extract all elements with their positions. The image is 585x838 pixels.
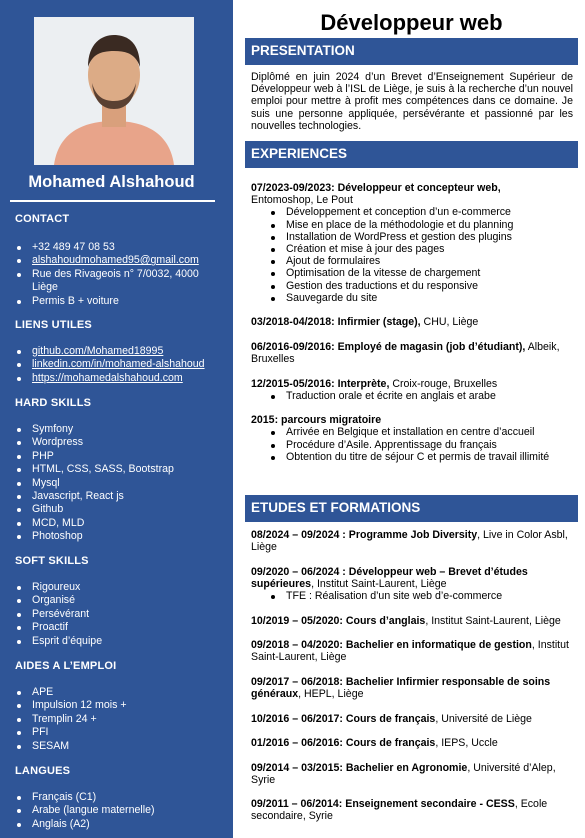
bullet-list [269,590,573,602]
soft-skills-list [15,581,225,648]
hard-skills-list [15,423,225,544]
portrait-photo-icon [34,17,194,165]
list-item: Mysql [15,477,225,490]
list-item[interactable] [15,345,225,358]
entry-title: 09/2011 – 06/2014: Enseignement secondaire - CESS [251,798,515,811]
list-item: Persévérant [15,608,225,621]
list-item: Français (C1) [15,791,225,804]
entry-title: 08/2024 – 09/2024 : Programme Job Diversity [251,529,478,541]
entry-title: 03/2018-04/2018: Infirmier (stage), [251,316,421,329]
profile-photo [34,17,194,165]
contact-phone: +32 489 47 08 53 [15,241,225,254]
list-item: HTML, CSS, SASS, Bootstrap [15,463,225,476]
etude-entry [251,639,573,663]
list-item: Développement et conception d’un e-commerce [269,206,573,218]
list-item: Sauvegarde du site [269,292,573,304]
list-item: Organisé [15,594,225,607]
linkedin-link[interactable]: linkedin.com/in/mohamed-alshahoud [32,358,205,371]
github-link[interactable]: github.com/Mohamed18995 [32,345,164,357]
etude-entry [251,676,573,700]
contact-address: Rue des Rivageois n° 7/0032, 4000 Liège [15,268,225,295]
list-item: MCD, MLD [15,517,225,530]
experience-entry [251,378,573,402]
entry-place: , Université d’Alep, Syrie [251,761,556,786]
contact-heading: CONTACT [15,213,70,225]
list-item[interactable] [15,358,225,371]
etude-entry [251,615,573,627]
list-item: Proactif [15,621,225,634]
entry-title: 06/2016-09/2016: Employé de magasin (job d’étudiant), [251,340,526,353]
list-item: Mise en place de la méthodologie et du planning [269,219,573,231]
etudes-heading: ETUDES ET FORMATIONS [245,495,578,522]
list-item: PHP [15,450,225,463]
entry-place: , Live in Color Asbl, Liège [251,529,568,554]
job-title: Développeur web [320,10,503,35]
list-item: Création et mise à jour des pages [269,243,573,255]
list-item: PFI [15,726,225,739]
list-item[interactable] [15,372,225,385]
aides-list [15,686,225,753]
list-item: Github [15,503,225,516]
entry-title: 12/2015-05/2016: Interprète, [251,377,390,390]
list-item: Esprit d’équipe [15,635,225,648]
list-item: Procédure d’Asile. Apprentissage du français [269,439,573,451]
list-item: Installation de WordPress et gestion des plugins [269,231,573,243]
entry-title: 09/2018 – 04/2020: Bachelier en informatique de gestion [251,639,532,652]
bullet-list [269,390,573,402]
presentation-text: Diplômé en juin 2024 d’un Brevet d’Enseignement Supérieur de Développeur web à l’ISL de Liège, je suis à la recherche d’un nouvel emploi pour mettre à profit mes compétences dans ce domaine. Je suis une personne appliquée, persévérante et passionné par les nouvelles technologies. [251,71,573,132]
experiences-heading: EXPERIENCES [245,141,578,168]
experiences-list [251,182,573,475]
langues-heading: LANGUES [15,765,71,777]
entry-place: Croix-rouge, Bruxelles [389,377,498,390]
soft-skills-heading: SOFT SKILLS [15,555,89,567]
entry-title: 09/2020 – 06/2024 : Développeur web – Brevet d’études supérieures [251,565,528,590]
entry-place: , Institut Saint-Laurent, Liège [251,639,569,664]
list-item: APE [15,686,225,699]
list-item: Obtention du titre de séjour C et permis de travail illimité [269,451,573,463]
list-item: TFE : Réalisation d’un site web d’e-commerce [269,590,573,602]
entry-title: 2015: parcours migratoire [251,414,382,427]
etudes-list [251,529,573,835]
etude-entry [251,798,573,822]
entry-title: 09/2014 – 03/2015: Bachelier en Agronomie [251,761,468,774]
aides-heading: AIDES A L’EMPLOI [15,660,117,672]
entry-place: , Ecole secondaire, Syrie [251,798,548,823]
contact-list [15,241,225,308]
hard-skills-heading: HARD SKILLS [15,397,92,409]
list-item: Impulsion 12 mois + [15,699,225,712]
name-divider [10,200,215,202]
entry-place: Albeik, Bruxelles [251,340,560,366]
contact-license: Permis B + voiture [15,295,225,308]
list-item: SESAM [15,740,225,753]
entry-title: 01/2016 – 06/2016: Cours de français [251,737,436,750]
entry-title: 10/2019 – 05/2020: Cours d’anglais [251,614,426,627]
etude-entry [251,737,573,749]
etude-entry [251,762,573,786]
list-item: Symfony [15,423,225,436]
presentation-heading: PRESENTATION [245,38,578,65]
list-item: Photoshop [15,530,225,543]
entry-place: Entomoshop, Le Pout [251,194,353,207]
etude-entry [251,566,573,603]
entry-place: CHU, Liège [420,316,479,329]
links-heading: LIENS UTILES [15,319,92,331]
entry-place: , Institut Saint-Laurent, Liège [311,577,447,590]
etude-entry [251,713,573,725]
list-item: Arrivée en Belgique et installation en centre d’accueil [269,426,573,438]
list-item: Wordpress [15,436,225,449]
entry-place: , Institut Saint-Laurent, Liège [425,614,561,627]
sidebar [0,0,233,838]
experience-entry [251,341,573,365]
entry-place: , Université de Liège [435,712,532,725]
profile-name: Mohamed Alshahoud [28,173,195,191]
list-item: Ajout de formulaires [269,255,573,267]
list-item: Anglais (A2) [15,818,225,831]
experience-entry [251,316,573,328]
list-item: Rigoureux [15,581,225,594]
etude-entry [251,529,573,553]
list-item: Optimisation de la vitesse de chargement [269,267,573,279]
langues-list [15,791,225,831]
experience-entry [251,182,573,304]
website-link[interactable]: https://mohamedalshahoud.com [32,371,183,384]
list-item: Traduction orale et écrite en anglais et arabe [269,390,573,402]
entry-title: 10/2016 – 06/2017: Cours de français [251,712,436,725]
email-link[interactable]: alshahoudmohamed95@gmail.com [32,254,199,267]
contact-email[interactable] [15,254,225,267]
entry-title: 07/2023-09/2023: Développeur et concepteur web, [251,182,501,194]
entry-title: 09/2017 – 06/2018: Bachelier Infirmier responsable de soins généraux [251,675,551,701]
list-item: Arabe (langue maternelle) [15,804,225,817]
bullet-list [269,206,573,304]
entry-place: , IEPS, Uccle [435,737,498,750]
experience-entry [251,414,573,463]
links-list [15,345,225,385]
list-item: Javascript, React js [15,490,225,503]
list-item: Tremplin 24 + [15,713,225,726]
list-item: Gestion des traductions et du responsive [269,280,573,292]
entry-place: , HEPL, Liège [298,688,364,701]
bullet-list [269,426,573,463]
